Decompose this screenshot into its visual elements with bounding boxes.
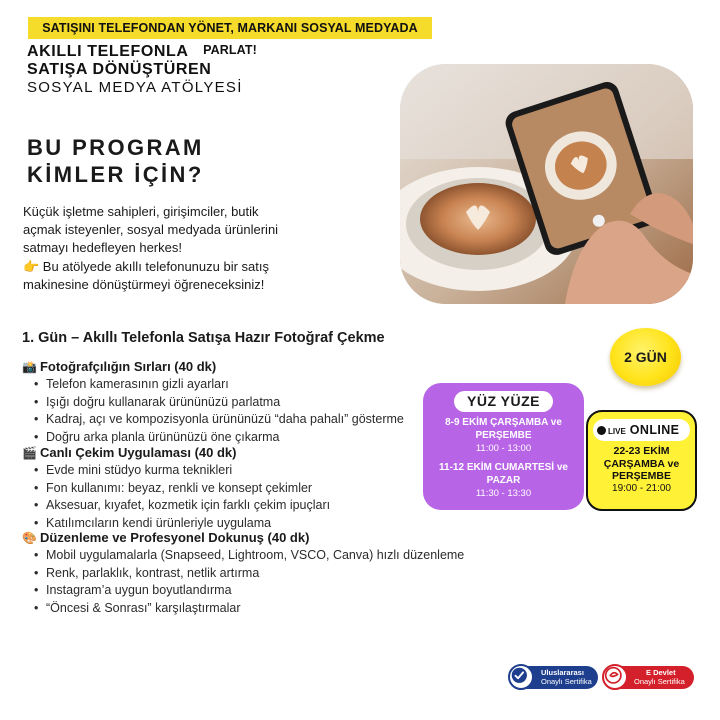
- online-date-line-3: PERŞEMBE: [612, 470, 671, 482]
- title-line-1: AKILLI TELEFONLA: [27, 43, 189, 60]
- list-item: • Kadraj, açı ve kompozisyonla ürününüzü “daha pahalı” gösterme: [22, 411, 404, 428]
- online-dates: [588, 445, 695, 483]
- list-item: • Aksesuar, kıyafet, kozmetik için farklı çekim ipuçları: [22, 497, 330, 514]
- section-live-shooting: [22, 444, 330, 532]
- session-2-date-line-1: 11-12 EKİM CUMARTESİ ve: [439, 462, 568, 473]
- session-2-time: 11:30 - 13:30: [475, 488, 532, 499]
- section-photography-secrets: [22, 358, 404, 446]
- palette-icon: 🎨: [22, 531, 37, 545]
- list-item: • Doğru arka planla ürününüzü öne çıkarma: [22, 429, 404, 446]
- session-2-date-line-2: PAZAR: [486, 474, 521, 486]
- face-to-face-label: YÜZ YÜZE: [454, 391, 553, 412]
- camera-icon: 📸: [22, 360, 37, 374]
- certificate-line-2: Onaylı Sertifika: [541, 677, 592, 686]
- session-1-dates: [423, 417, 584, 442]
- title-line-2: SATIŞA DÖNÜŞTÜREN: [27, 61, 212, 78]
- list-item: • Katılımcıların kendi ürünleriyle uygulama: [22, 515, 330, 532]
- section-title: [22, 358, 404, 376]
- list-item: • “Öncesi & Sonrası” karşılaştırmalar: [22, 600, 464, 617]
- list-item: • Mobil uygulamalarla (Snapseed, Lightroom, VSCO, Canva) hızlı düzenleme: [22, 547, 464, 564]
- online-card: [586, 410, 697, 511]
- hero-photo: [400, 64, 693, 304]
- intro-line: makinesine dönüştürmeyi öğreneceksiniz!: [23, 276, 265, 292]
- section-title-text: Canlı Çekim Uygulaması (40 dk): [39, 445, 237, 460]
- day-1-heading: 1. Gün – Akıllı Telefonla Satışa Hazır Fotoğraf Çekme: [22, 330, 385, 346]
- phone-coffee-illustration: [400, 64, 693, 304]
- online-label: ONLINE: [629, 423, 680, 437]
- certificate-line-2: Onaylı Sertifika: [634, 677, 685, 686]
- online-date-line-1: 22-23 EKİM: [613, 445, 670, 457]
- intro-line: açmak isteyenler, sosyal medyada ürünlerini: [23, 222, 279, 238]
- pointing-hand-icon: 👉: [23, 258, 40, 274]
- face-to-face-card: [423, 383, 584, 510]
- online-time: 19:00 - 21:00: [612, 483, 671, 494]
- list-item: • Renk, parlaklık, kontrast, netlik artırma: [22, 565, 464, 582]
- list-item: • Telefon kamerasının gizli ayarları: [22, 376, 404, 393]
- online-label-pill: [593, 419, 690, 441]
- checkmark-seal-icon: [508, 664, 534, 690]
- list-item: • Evde mini stüdyo kurma teknikleri: [22, 462, 330, 479]
- certificate-line-1: E Devlet: [646, 668, 676, 677]
- intro-line: satmayı hedefleyen herkes!: [23, 240, 182, 256]
- section-editing: [22, 529, 464, 617]
- program-heading-line-2: KİMLER İÇİN?: [27, 162, 204, 187]
- program-intro: [23, 203, 293, 294]
- e-devlet-logo-icon: [602, 664, 628, 690]
- intro-line: Küçük işletme sahipleri, girişimciler, butik: [23, 204, 259, 219]
- list-item: • Instagram’a uygun boyutlandırma: [22, 582, 464, 599]
- session-1-date-line-2: PERŞEMBE: [475, 429, 532, 441]
- clapperboard-icon: 🎬: [22, 446, 37, 460]
- section-title: [22, 529, 464, 547]
- e-devlet-certificate-badge: [608, 666, 694, 689]
- section-title-text: Fotoğrafçılığın Sırları (40 dk): [39, 359, 217, 374]
- program-heading-line-1: BU PROGRAM: [27, 135, 204, 160]
- list-item: • Işığı doğru kullanarak ürününüzü parlatma: [22, 394, 404, 411]
- session-2-dates: [423, 462, 584, 487]
- certificate-line-1: Uluslararası: [541, 668, 584, 677]
- session-1-time: 11:00 - 13:00: [475, 443, 532, 454]
- international-certificate-badge: [509, 666, 598, 689]
- section-title: [22, 444, 330, 462]
- live-label: LIVE: [608, 427, 626, 436]
- title-line-3: SOSYAL MEDYA ATÖLYESİ: [27, 79, 243, 96]
- pointer-text: Bu atölyede akıllı telefonunuzu bir satış: [39, 258, 269, 274]
- list-item: • Fon kullanımı: beyaz, renkli ve konsept çekimler: [22, 480, 330, 497]
- online-date-line-2: ÇARŞAMBA ve: [603, 457, 680, 470]
- section-title-text: Düzenleme ve Profesyonel Dokunuş (40 dk): [39, 530, 310, 545]
- intro-line: [23, 258, 293, 276]
- top-banner: SATIŞINI TELEFONDAN YÖNET, MARKANI SOSYAL MEDYADA PARLAT!: [28, 17, 432, 39]
- duration-badge: 2 GÜN: [610, 328, 681, 386]
- live-dot-icon: [597, 426, 606, 435]
- session-1-date-line-1: 8-9 EKİM ÇARŞAMBA ve: [445, 417, 562, 428]
